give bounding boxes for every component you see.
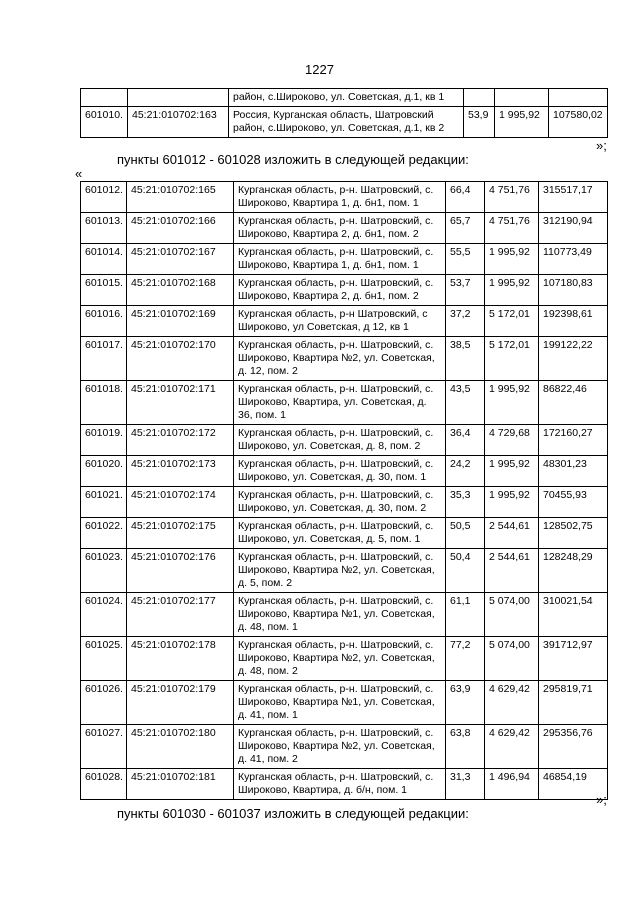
cell-address: Курганская область, р-н. Шатровский, с. Широково, Квартира 1, д. бн1, пом. 1 xyxy=(234,244,446,275)
instruction-paragraph: пункты 601030 - 601037 изложить в следующей редакции: xyxy=(117,806,469,821)
table-row xyxy=(81,89,608,107)
cell-value: 315517,17 xyxy=(539,182,608,213)
cell-address: Курганская область, р-н. Шатровский, с. Широково, Квартира №2, ул. Советская, д. 48, пом. 2 xyxy=(234,637,446,681)
cell-area: 36,4 xyxy=(446,425,485,456)
cell-value: 128502,75 xyxy=(539,518,608,549)
table-row xyxy=(81,275,608,306)
cell-rate: 5 172,01 xyxy=(485,306,539,337)
cell-address: Курганская область, р-н. Шатровский, с. Широково, Квартира 2, д. бн1, пом. 2 xyxy=(234,275,446,306)
cell-cadastral: 45:21:010702:171 xyxy=(127,381,234,425)
cell-cadastral: 45:21:010702:169 xyxy=(127,306,234,337)
cell-number: 601017. xyxy=(81,337,127,381)
cell-area xyxy=(464,89,495,107)
cell-address: Курганская область, р-н. Шатровский, с. Широково, Квартира 1, д. бн1, пом. 1 xyxy=(234,182,446,213)
cell-address: Курганская область, р-н. Шатровский, с. Широково, Квартира №1, ул. Советская, д. 48, пом. 1 xyxy=(234,593,446,637)
cell-address: Россия, Курганская область, Шатровский район, с.Широково, ул. Советская, д.1, кв 2 xyxy=(229,107,464,138)
cell-value: 172160,27 xyxy=(539,425,608,456)
cell-number: 601025. xyxy=(81,637,127,681)
cell-cadastral: 45:21:010702:175 xyxy=(127,518,234,549)
table-row xyxy=(81,681,608,725)
cell-cadastral: 45:21:010702:177 xyxy=(127,593,234,637)
cell-cadastral: 45:21:010702:174 xyxy=(127,487,234,518)
table-row xyxy=(81,244,608,275)
cell-number: 601028. xyxy=(81,769,127,800)
cell-area: 77,2 xyxy=(446,637,485,681)
cell-rate: 4 729,68 xyxy=(485,425,539,456)
cell-cadastral: 45:21:010702:163 xyxy=(128,107,229,138)
cell-rate: 4 751,76 xyxy=(485,182,539,213)
cell-rate: 2 544,61 xyxy=(485,549,539,593)
cell-rate: 4 751,76 xyxy=(485,213,539,244)
cell-area: 50,4 xyxy=(446,549,485,593)
cell-rate: 1 995,92 xyxy=(495,107,549,138)
table-row xyxy=(81,306,608,337)
cell-rate: 2 544,61 xyxy=(485,518,539,549)
cell-number: 601023. xyxy=(81,549,127,593)
cell-value: 48301,23 xyxy=(539,456,608,487)
cell-rate: 5 172,01 xyxy=(485,337,539,381)
cell-area: 61,1 xyxy=(446,593,485,637)
opening-quote: « xyxy=(75,166,83,181)
cell-cadastral: 45:21:010702:180 xyxy=(127,725,234,769)
table-row xyxy=(81,769,608,800)
table-row xyxy=(81,381,608,425)
cell-cadastral: 45:21:010702:168 xyxy=(127,275,234,306)
cell-cadastral: 45:21:010702:178 xyxy=(127,637,234,681)
cell-rate: 1 995,92 xyxy=(485,244,539,275)
cell-rate: 1 995,92 xyxy=(485,487,539,518)
table-row xyxy=(81,107,608,138)
cell-cadastral: 45:21:010702:172 xyxy=(127,425,234,456)
cell-area: 43,5 xyxy=(446,381,485,425)
cell-value: 391712,97 xyxy=(539,637,608,681)
cell-number: 601014. xyxy=(81,244,127,275)
cell-area: 63,8 xyxy=(446,725,485,769)
cell-number: 601018. xyxy=(81,381,127,425)
cell-address: Курганская область, р-н. Шатровский, с. Широково, Квартира, д. б/н, пом. 1 xyxy=(234,769,446,800)
cell-number: 601013. xyxy=(81,213,127,244)
table-row xyxy=(81,487,608,518)
cell-area: 63,9 xyxy=(446,681,485,725)
cell-value: 295356,76 xyxy=(539,725,608,769)
table-row xyxy=(81,549,608,593)
cell-address: Курганская область, р-н. Шатровский, с. Широково, ул. Советская, д. 30, пом. 1 xyxy=(234,456,446,487)
table-row xyxy=(81,593,608,637)
cell-number: 601016. xyxy=(81,306,127,337)
cell-address: Курганская область, р-н. Шатровский, с. Широково, ул. Советская, д. 30, пом. 2 xyxy=(234,487,446,518)
cell-rate: 5 074,00 xyxy=(485,637,539,681)
cell-address: Курганская область, р-н. Шатровский, с. Широково, Квартира, ул. Советская, д. 36, пом. 1 xyxy=(234,381,446,425)
table-row xyxy=(81,637,608,681)
cell-number: 601010. xyxy=(81,107,128,138)
cell-cadastral: 45:21:010702:179 xyxy=(127,681,234,725)
cell-number: 601012. xyxy=(81,182,127,213)
cell-cadastral: 45:21:010702:165 xyxy=(127,182,234,213)
cell-address: Курганская область, р-н. Шатровский, с. Широково, Квартира №2, ул. Советская, д. 5, пом. 2 xyxy=(234,549,446,593)
cell-value: 86822,46 xyxy=(539,381,608,425)
cell-address: Курганская область, р-н Шатровский, с Широково, ул Советская, д 12, кв 1 xyxy=(234,306,446,337)
cell-number: 601026. xyxy=(81,681,127,725)
cell-area: 53,9 xyxy=(464,107,495,138)
cell-cadastral: 45:21:010702:173 xyxy=(127,456,234,487)
cell-value: 310021,54 xyxy=(539,593,608,637)
cell-address: Курганская область, р-н. Шатровский, с. Широково, Квартира №2, ул. Советская, д. 12, пом. 2 xyxy=(234,337,446,381)
cell-area: 38,5 xyxy=(446,337,485,381)
page-number: 1227 xyxy=(305,62,334,77)
cell-address: Курганская область, р-н. Шатровский, с. Широково, ул. Советская, д. 5, пом. 1 xyxy=(234,518,446,549)
cell-rate: 5 074,00 xyxy=(485,593,539,637)
cell-number: 601015. xyxy=(81,275,127,306)
cell-number: 601027. xyxy=(81,725,127,769)
cell-number: 601019. xyxy=(81,425,127,456)
cell-rate: 4 629,42 xyxy=(485,681,539,725)
cell-number: 601021. xyxy=(81,487,127,518)
cell-rate: 1 995,92 xyxy=(485,456,539,487)
cell-area: 53,7 xyxy=(446,275,485,306)
cell-value: 107580,02 xyxy=(549,107,608,138)
cell-value: 199122,22 xyxy=(539,337,608,381)
cell-number: 601022. xyxy=(81,518,127,549)
cell-value: 128248,29 xyxy=(539,549,608,593)
cell-address: Курганская область, р-н. Шатровский, с. Широково, Квартира №1, ул. Советская, д. 41, пом. 1 xyxy=(234,681,446,725)
cell-number: 601020. xyxy=(81,456,127,487)
cell-number: 601024. xyxy=(81,593,127,637)
cell-value: 295819,71 xyxy=(539,681,608,725)
table-row xyxy=(81,456,608,487)
cell-cadastral: 45:21:010702:176 xyxy=(127,549,234,593)
cell-area: 35,3 xyxy=(446,487,485,518)
cell-rate: 1 995,92 xyxy=(485,381,539,425)
cell-area: 55,5 xyxy=(446,244,485,275)
cell-value: 192398,61 xyxy=(539,306,608,337)
cell-area: 24,2 xyxy=(446,456,485,487)
main-table xyxy=(80,181,608,800)
cell-area: 37,2 xyxy=(446,306,485,337)
cell-address: Курганская область, р-н. Шатровский, с. Широково, Квартира 2, д. бн1, пом. 2 xyxy=(234,213,446,244)
cell-value: 70455,93 xyxy=(539,487,608,518)
cell-cadastral: 45:21:010702:167 xyxy=(127,244,234,275)
table-row xyxy=(81,518,608,549)
table-row xyxy=(81,182,608,213)
closing-quote: »; xyxy=(596,792,607,807)
cell-rate: 1 995,92 xyxy=(485,275,539,306)
cell-value: 110773,49 xyxy=(539,244,608,275)
cell-area: 65,7 xyxy=(446,213,485,244)
cell-cadastral: 45:21:010702:170 xyxy=(127,337,234,381)
cell-rate xyxy=(495,89,549,107)
cell-value: 46854,19 xyxy=(539,769,608,800)
cell-address: Курганская область, р-н. Шатровский, с. Широково, ул. Советская, д. 8, пом. 2 xyxy=(234,425,446,456)
table-row xyxy=(81,337,608,381)
cell-address: район, с.Широково, ул. Советская, д.1, кв 1 xyxy=(229,89,464,107)
cell-number xyxy=(81,89,128,107)
table-row xyxy=(81,425,608,456)
cell-cadastral: 45:21:010702:166 xyxy=(127,213,234,244)
cell-cadastral xyxy=(128,89,229,107)
table-row xyxy=(81,213,608,244)
cell-cadastral: 45:21:010702:181 xyxy=(127,769,234,800)
cell-area: 66,4 xyxy=(446,182,485,213)
cell-value: 312190,94 xyxy=(539,213,608,244)
cell-value xyxy=(549,89,608,107)
cell-area: 31,3 xyxy=(446,769,485,800)
instruction-paragraph: пункты 601012 - 601028 изложить в следующей редакции: xyxy=(117,152,469,167)
top-table xyxy=(80,88,608,138)
cell-rate: 4 629,42 xyxy=(485,725,539,769)
cell-rate: 1 496,94 xyxy=(485,769,539,800)
closing-quote: »; xyxy=(596,138,607,153)
cell-value: 107180,83 xyxy=(539,275,608,306)
cell-area: 50,5 xyxy=(446,518,485,549)
cell-address: Курганская область, р-н. Шатровский, с. Широково, Квартира №2, ул. Советская, д. 41, пом. 2 xyxy=(234,725,446,769)
table-row xyxy=(81,725,608,769)
